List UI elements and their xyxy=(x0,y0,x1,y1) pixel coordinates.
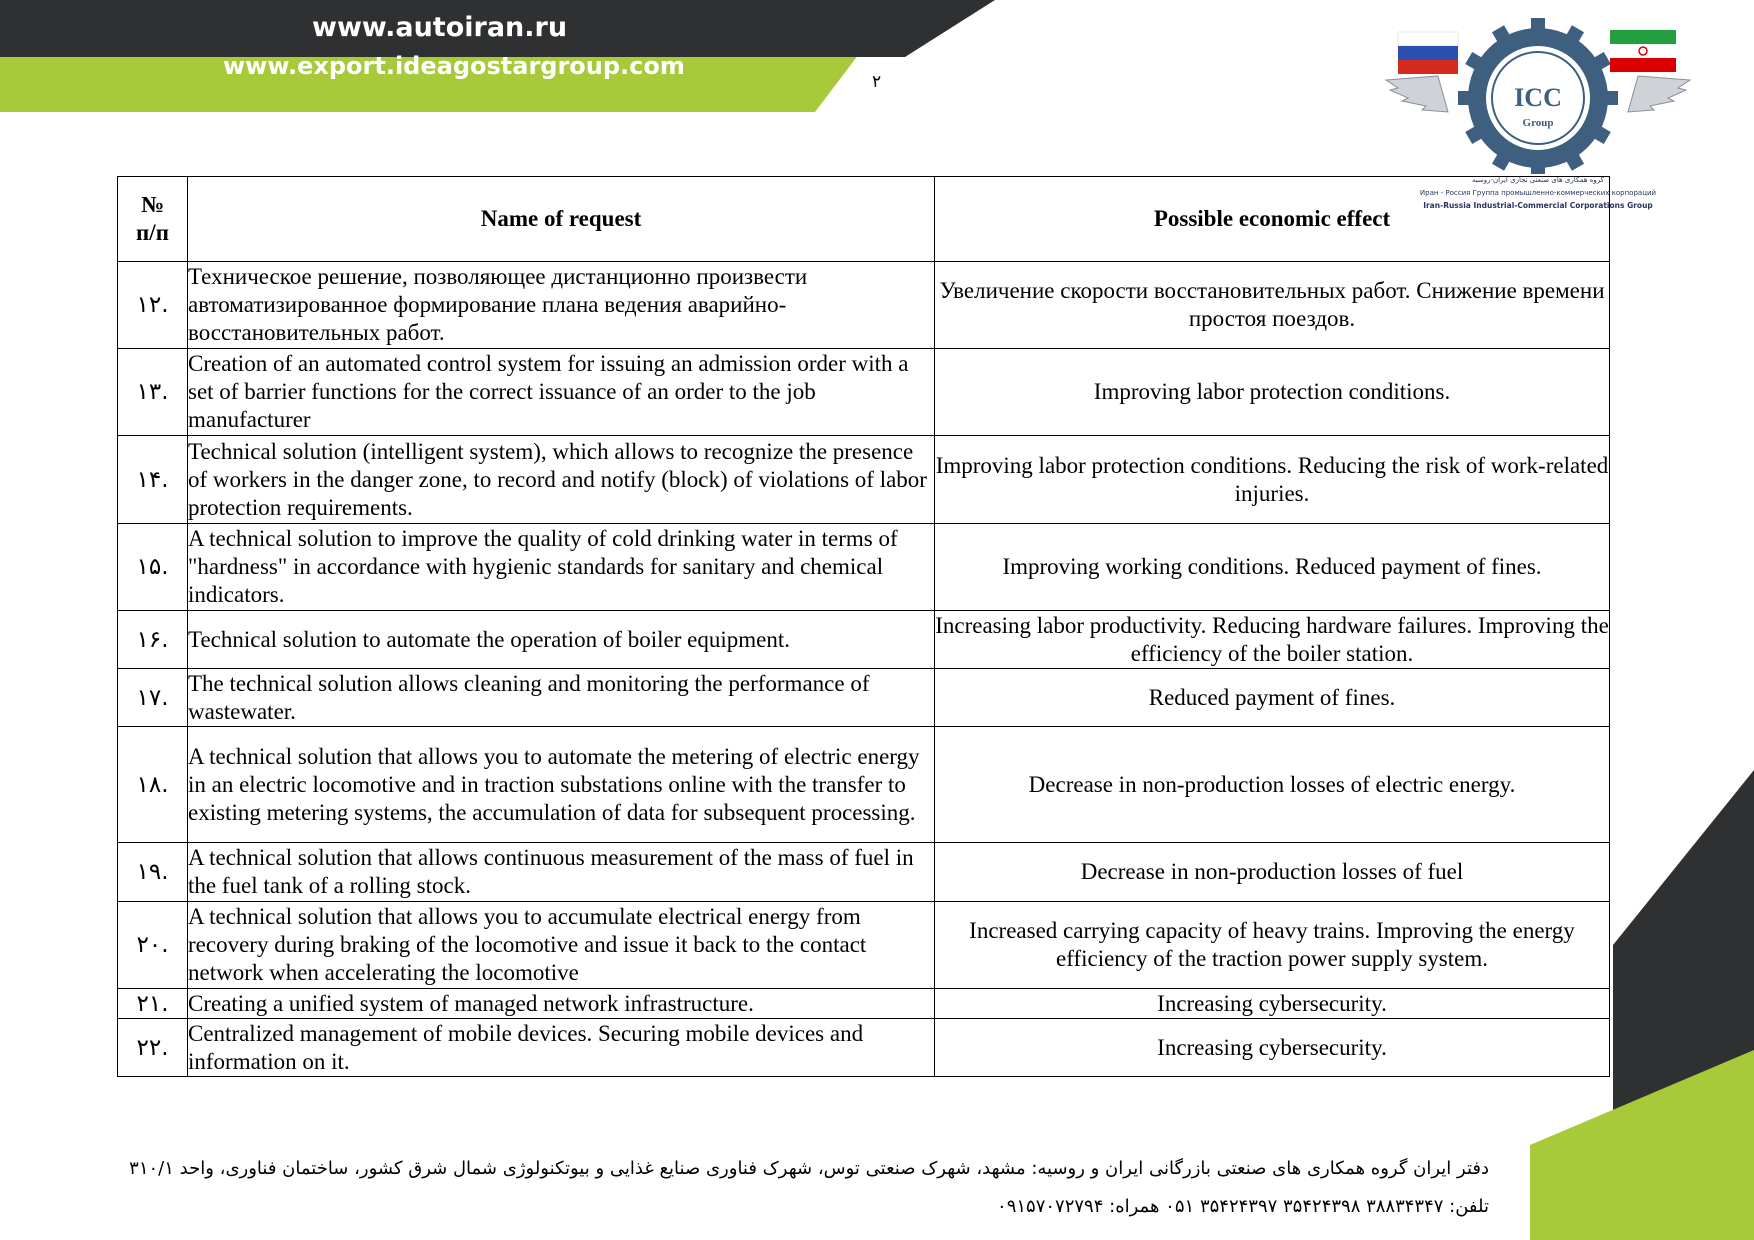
request-name: Technical solution to automate the operation of boiler equipment. xyxy=(188,611,935,669)
header-number-symbol: № xyxy=(140,192,165,217)
row-number: ۲۱. xyxy=(118,989,188,1019)
table-row xyxy=(118,349,1610,436)
request-name: Technical solution (intelligent system), which allows to recognize the presence of workers in the danger zone, to record and notify (block) of violations of labor protection requirements. xyxy=(188,436,935,524)
economic-effect: Reduced payment of fines. xyxy=(935,669,1610,727)
table-row xyxy=(118,262,1610,349)
table-row xyxy=(118,436,1610,524)
row-number: ۲۲. xyxy=(118,1019,188,1077)
table-row xyxy=(118,727,1610,843)
row-number: ۱۴. xyxy=(118,436,188,524)
requests-table xyxy=(117,176,1610,1077)
table-row xyxy=(118,669,1610,727)
header-number-abbr: п/п xyxy=(136,220,169,245)
request-name: A technical solution that allows you to automate the metering of electric energy in an electric locomotive and in traction substations online with the transfer to existing metering systems, the accumulation of data for subsequent processing. xyxy=(188,727,935,843)
request-name: A technical solution to improve the quality of cold drinking water in terms of "hardness" in accordance with hygienic standards for sanitary and chemical indicators. xyxy=(188,524,935,611)
row-number: ۱۸. xyxy=(118,727,188,843)
request-name: A technical solution that allows you to accumulate electrical energy from recovery during braking of the locomotive and issue it back to the contact network when accelerating the locomotive xyxy=(188,902,935,989)
request-name: A technical solution that allows continuous measurement of the mass of fuel in the fuel tank of a rolling stock. xyxy=(188,843,935,902)
request-name: Centralized management of mobile devices. Securing mobile devices and information on it. xyxy=(188,1019,935,1077)
iran-flag-icon xyxy=(1610,30,1676,72)
logo-emblem-subtext: Group xyxy=(1522,117,1554,129)
economic-effect: Improving labor protection conditions. Reducing the risk of work-related injuries. xyxy=(935,436,1610,524)
russia-flag-icon xyxy=(1398,32,1458,74)
request-name: The technical solution allows cleaning and monitoring the performance of wastewater. xyxy=(188,669,935,727)
header-economic-effect: Possible economic effect xyxy=(935,177,1610,262)
row-number: ۱۲. xyxy=(118,262,188,349)
row-number: ۱۳. xyxy=(118,349,188,436)
economic-effect: Decrease in non-production losses of fuel xyxy=(935,843,1610,902)
logo-caption-fa: گروه همکاری های صنعتی تجاری ایران-روسیه xyxy=(1472,176,1604,184)
table-row xyxy=(118,611,1610,669)
row-number: ۱۹. xyxy=(118,843,188,902)
footer-phones: تلفن: ۳۸۸۳۴۳۴۷ ۳۵۴۲۴۳۹۸ ۳۵۴۲۴۳۹۷ ۰۵۱ همراه: ۰۹۱۵۷۰۷۲۷۹۴ xyxy=(997,1196,1489,1217)
page-number: ۲ xyxy=(872,72,882,92)
economic-effect: Increasing labor productivity. Reducing hardware failures. Improving the efficiency of the boiler station. xyxy=(935,611,1610,669)
logo-caption-ru: Иран - Россия Группа промышленно-коммерческих корпораций xyxy=(1419,189,1657,197)
table-row xyxy=(118,1019,1610,1077)
row-number: ۲۰. xyxy=(118,902,188,989)
economic-effect: Increasing cybersecurity. xyxy=(935,1019,1610,1077)
request-name: Creating a unified system of managed network infrastructure. xyxy=(188,989,935,1019)
economic-effect: Increasing cybersecurity. xyxy=(935,989,1610,1019)
row-number: ۱۶. xyxy=(118,611,188,669)
table-row xyxy=(118,524,1610,611)
header-url-primary: www.autoiran.ru xyxy=(312,12,568,43)
logo-emblem-text: ICC xyxy=(1514,83,1562,112)
logo-caption-en: Iran-Russia Industrial-Commercial Corporations Group xyxy=(1423,201,1653,210)
row-number: ۱۵. xyxy=(118,524,188,611)
gear-wings-emblem-icon xyxy=(1378,14,1698,174)
header-number xyxy=(118,177,188,262)
header-name-of-request: Name of request xyxy=(188,177,935,262)
table-row xyxy=(118,902,1610,989)
economic-effect: Improving working conditions. Reduced payment of fines. xyxy=(935,524,1610,611)
economic-effect: Increased carrying capacity of heavy trains. Improving the energy efficiency of the traction power supply system. xyxy=(935,902,1610,989)
header-url-secondary: www.export.ideagostargroup.com xyxy=(223,52,685,80)
footer-address: دفتر ایران گروه همکاری های صنعتی بازرگانی ایران و روسیه: مشهد، شهرک صنعتی توس، شهرک فناوری صنایع غذایی و بیوتکنولوژی شمال شرق کشور، ساختمان فناوری، واحد ۳۱۰/۱ xyxy=(129,1158,1489,1179)
request-name: Техническое решение, позволяющее дистанционно произвести автоматизированное формирование плана ведения аварийно-восстановительных работ. xyxy=(188,262,935,349)
table-row xyxy=(118,843,1610,902)
economic-effect: Decrease in non-production losses of electric energy. xyxy=(935,727,1610,843)
table-row xyxy=(118,989,1610,1019)
table-header-row xyxy=(118,177,1610,262)
economic-effect: Увеличение скорости восстановительных работ. Снижение времени простоя поездов. xyxy=(935,262,1610,349)
row-number: ۱۷. xyxy=(118,669,188,727)
request-name: Creation of an automated control system for issuing an admission order with a set of barrier functions for the correct issuance of an order to the job manufacturer xyxy=(188,349,935,436)
economic-effect: Improving labor protection conditions. xyxy=(935,349,1610,436)
